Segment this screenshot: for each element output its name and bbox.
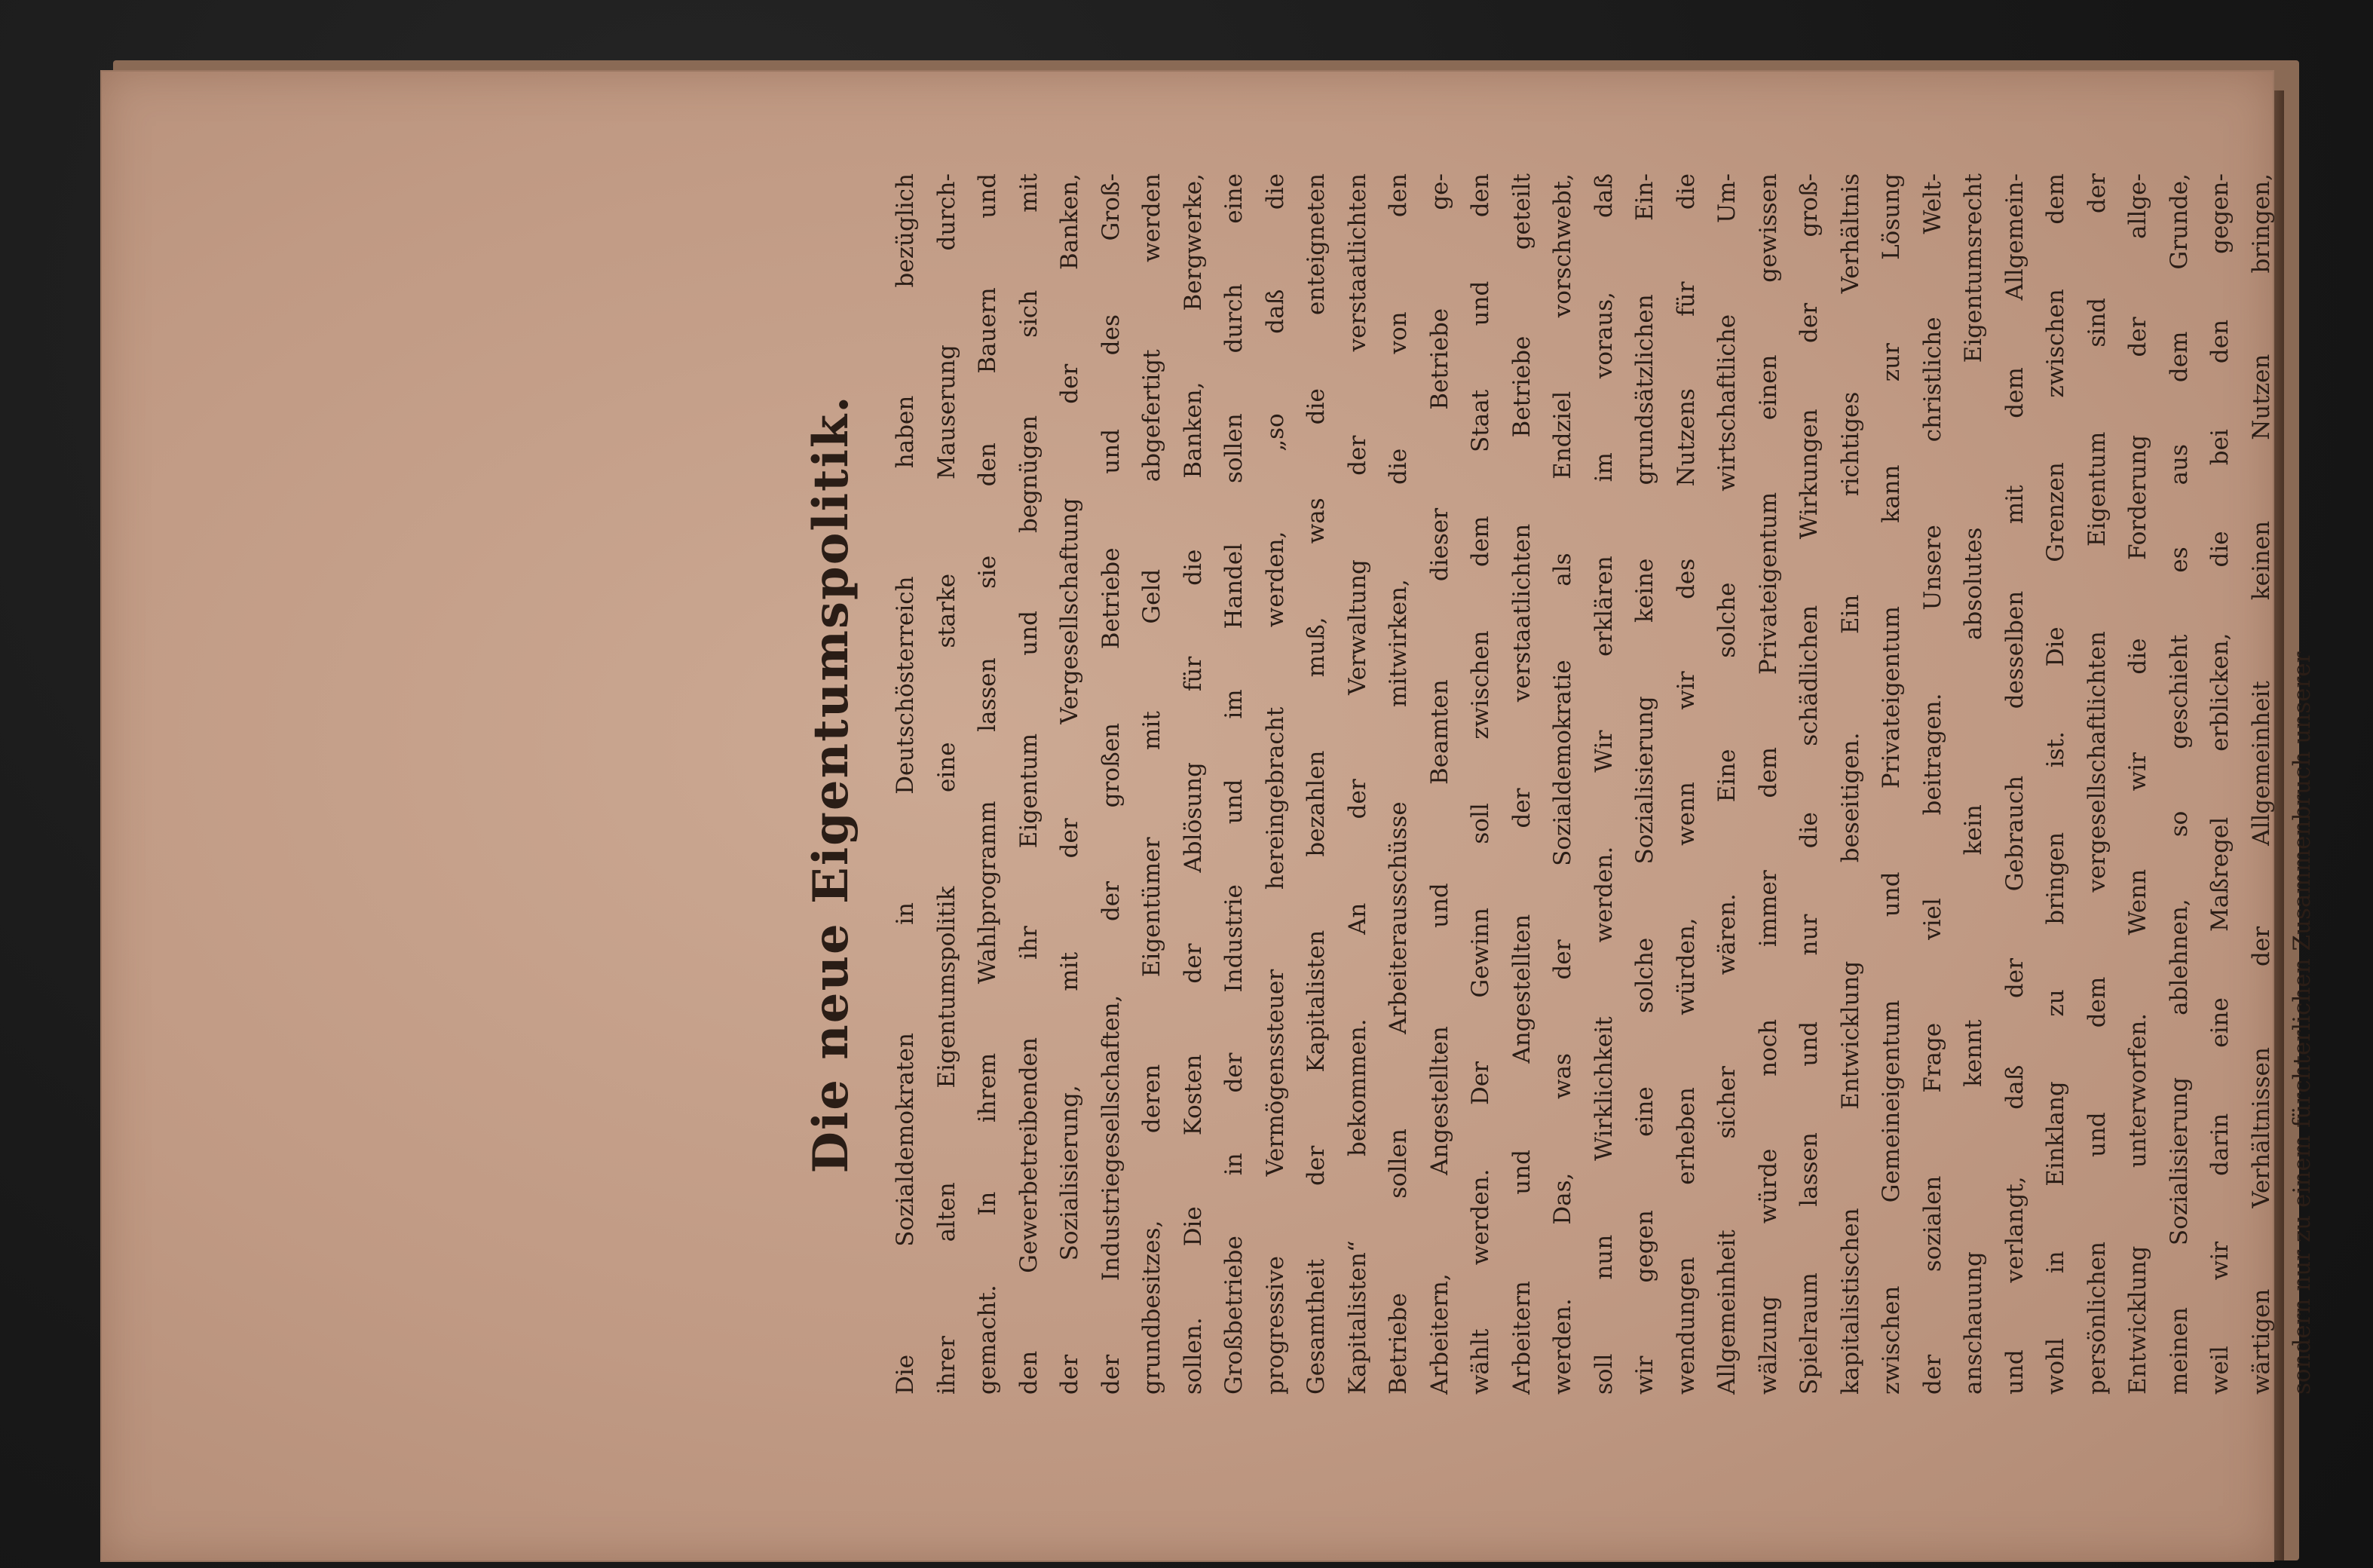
text-line: kapitalistischen Entwicklung beseitigen. Ein richtiges Verhältnis (1836, 173, 1864, 1395)
body-paragraph (885, 173, 2323, 1395)
text-line: Allgemeinheit sicher wären. Eine solche wirtschaftliche Um- (1713, 173, 1741, 1395)
text-line: und verlangt, daß der Gebrauch desselben mit dem Allgemein- (2001, 173, 2029, 1395)
text-line: weil wir darin eine Maßregel erblicken, die bei den gegen- (2206, 173, 2234, 1395)
text-line: den Gewerbetreibenden ihr Eigentum und begnügen sich mit (1015, 173, 1043, 1395)
text-line: Gesamtheit der Kapitalisten bezahlen muß, was die enteigneten (1303, 173, 1330, 1395)
text-line: zwischen Gemeineigentum und Privateigentum kann zur Lösung (1878, 173, 1905, 1395)
text-line: der Industriegesellschaften, der großen Betriebe und des Groß- (1097, 173, 1125, 1395)
text-line: Spielraum lassen und nur die schädlichen Wirkungen der groß- (1796, 173, 1823, 1395)
text-line: ihrer alten Eigentumspolitik eine starke Mauserung durch- (932, 173, 960, 1395)
text-line: Die Sozialdemokraten in Deutschösterreich haben bezüglich (892, 173, 919, 1395)
text-line: persönlichen und dem vergesellschaftlichten Eigentum sind der (2083, 173, 2111, 1395)
text-line: wendungen erheben würden, wenn wir des Nutzens für die (1672, 173, 1700, 1395)
text-line: progressive Vermögenssteuer hereingebracht werden, „so daß die (1261, 173, 1289, 1395)
text-line: Arbeitern, Angestellten und Beamten dieser Betriebe ge- (1425, 173, 1453, 1395)
text-line: der Sozialisierung, mit der Vergesellschaftung der Banken, (1056, 173, 1083, 1395)
page-title: Die neue Eigentumspolitik. (803, 394, 859, 1174)
text-line: wärtigen Verhältnissen der Allgemeinheit keinen Nutzen bringen, (2247, 173, 2275, 1395)
text-line: wir gegen eine solche Sozialisierung keine grundsätzlichen Ein- (1631, 173, 1658, 1395)
text-line: wälzung würde noch immer dem Privateigentum einen gewissen (1754, 173, 1782, 1395)
text-line: anschauung kennt kein absolutes Eigentumsrecht (1960, 173, 1987, 1395)
text-line: wählt werden. Der Gewinn soll zwischen dem Staat und den (1467, 173, 1494, 1395)
text-line: sondern nur zu einem fürchterlichen Zusammenbruch unserer (2289, 651, 2316, 1395)
text-line: Kapitalisten“ bekommen. An der Verwaltung der verstaatlichten (1343, 173, 1371, 1395)
page-text-block (803, 173, 2316, 1395)
text-line: wohl in Einklang zu bringen ist. Die Grenzen zwischen dem (2042, 173, 2069, 1395)
text-line: soll nun Wirklichkeit werden. Wir erklären im voraus, daß (1590, 173, 1618, 1395)
text-line: Großbetriebe in der Industrie und im Handel sollen durch eine (1220, 173, 1248, 1395)
text-line: Betriebe sollen Arbeiterausschüsse mitwirken, die von den (1385, 173, 1412, 1395)
text-line: Entwicklung unterworfen. Wenn wir die Forderung der allge- (2124, 173, 2151, 1395)
text-line: meinen Sozialisierung ablehnen, so geschieht es aus dem Grunde, (2165, 173, 2193, 1395)
text-line: gemacht. In ihrem Wahlprogramm lassen sie den Bauern und (974, 173, 1001, 1395)
text-line: der sozialen Frage viel beitragen. Unsere christliche Welt- (1918, 173, 1946, 1395)
text-line: sollen. Die Kosten der Ablösung für die Banken, Bergwerke, (1179, 173, 1207, 1395)
text-line: werden. Das, was der Sozialdemokratie als Endziel vorschwebt, (1549, 173, 1576, 1395)
text-line: Arbeitern und Angestellten der verstaatlichten Betriebe geteilt (1508, 173, 1536, 1395)
text-line: grundbesitzes, deren Eigentümer mit Geld abgefertigt werden (1138, 173, 1165, 1395)
